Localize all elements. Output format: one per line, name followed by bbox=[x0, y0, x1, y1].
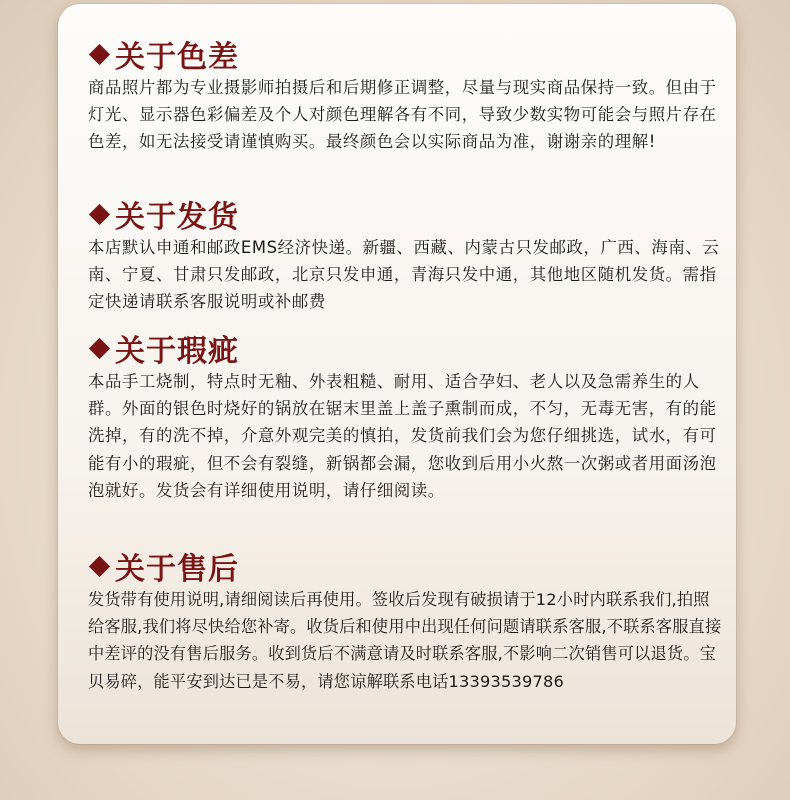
section-title: 关于售后 bbox=[115, 552, 239, 587]
section-title: 关于发货 bbox=[115, 200, 239, 235]
diamond-bullet-icon bbox=[89, 555, 110, 576]
section-defects bbox=[88, 328, 724, 504]
section-color-difference bbox=[88, 34, 724, 156]
section-heading bbox=[88, 546, 724, 586]
section-body: 发货带有使用说明,请细阅读后再使用。签收后发现有破损请于12小时内联系我们,拍照给客服,我们将尽快给您补寄。收货后和使用中出现任何问题请联系客服,不联系客服直接中差评的没有售后服务。收到货后不满意请及时联系客服,不影响二次销售可以退货。宝贝易碎，能平安到达已是不易，请您谅解联系电话13393539786 bbox=[88, 590, 722, 691]
section-body: 商品照片都为专业摄影师拍摄后和后期修正调整，尽量与现实商品保持一致。但由于灯光、显示器色彩偏差及个人对颜色理解各有不同，导致少数实物可能会与照片存在色差，如无法接受请谨慎购买。最终颜色会以实际商品为准，谢谢亲的理解! bbox=[88, 78, 717, 152]
section-body: 本品手工烧制，特点时无釉、外表粗糙、耐用、适合孕妇、老人以及急需养生的人群。外面的银色时烧好的锅放在锯末里盖上盖子熏制而成，不匀，无毒无害，有的能洗掉，有的洗不掉，介意外观完美的慎拍，发货前我们会为您仔细挑选，试水，有可能有小的瑕疵，但不会有裂缝，新锅都会漏，您收到后用小火熬一次粥或者用面汤泡泡就好。发货会有详细使用说明，请仔细阅读。 bbox=[88, 372, 717, 500]
section-heading bbox=[88, 34, 724, 74]
section-title: 关于色差 bbox=[115, 40, 239, 75]
section-body: 本店默认申通和邮政EMS经济快递。新疆、西藏、内蒙古只发邮政，广西、海南、云南、宁夏、甘肃只发邮政，北京只发申通，青海只发中通，其他地区随机发货。需指定快递请联系客服说明或补邮费 bbox=[88, 238, 720, 312]
section-heading bbox=[88, 194, 724, 234]
diamond-bullet-icon bbox=[89, 203, 110, 224]
diamond-bullet-icon bbox=[89, 43, 110, 64]
info-card bbox=[58, 4, 736, 744]
diamond-bullet-icon bbox=[89, 337, 110, 358]
section-after-sales bbox=[88, 546, 724, 695]
section-title: 关于瑕疵 bbox=[115, 334, 239, 369]
section-shipping bbox=[88, 194, 724, 316]
section-heading bbox=[88, 328, 724, 368]
